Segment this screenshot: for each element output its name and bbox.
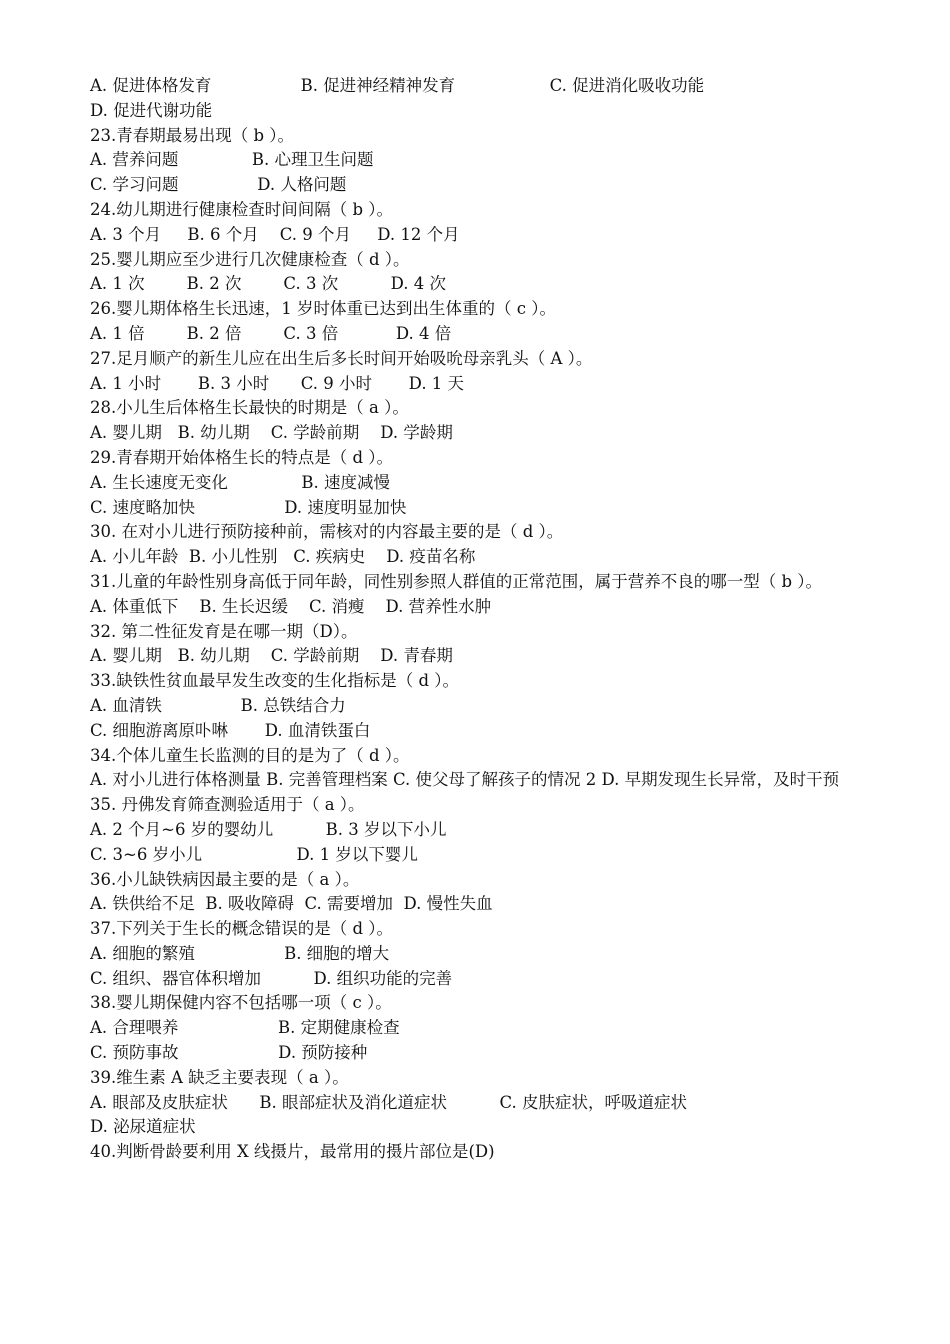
text-line: A. 婴儿期 B. 幼儿期 C. 学龄前期 D. 青春期 [90, 646, 453, 666]
text-line: D. 促进代谢功能 [90, 100, 213, 120]
question-line: 28.小儿生后体格生长最快的时期是（ a ）。 [90, 398, 409, 418]
text-line: A. 婴儿期 B. 幼儿期 C. 学龄前期 D. 学龄期 [90, 423, 453, 443]
question-line: 31.儿童的年龄性别身高低于同年龄，同性别参照人群值的正常范围，属于营养不良的哪一型（ b ）。 [90, 571, 823, 591]
question-line: 35. 丹佛发育筛查测验适用于（ a ）。 [90, 795, 365, 815]
question-line: 26.婴儿期体格生长迅速，1 岁时体重已达到出生体重的（ c ）。 [90, 299, 556, 319]
text-line: A. 营养问题 B. 心理卫生问题 [90, 150, 374, 170]
document-body [90, 74, 860, 1165]
text-line: A. 3 个月 B. 6 个月 C. 9 个月 D. 12 个月 [90, 224, 460, 244]
text-line: A. 1 倍 B. 2 倍 C. 3 倍 D. 4 倍 [90, 323, 452, 343]
text-line: C. 组织、器官体积增加 D. 组织功能的完善 [90, 968, 453, 988]
question-line: 23.青春期最易出现（ b ）。 [90, 125, 295, 145]
question-line: 29.青春期开始体格生长的特点是（ d ）。 [90, 447, 394, 467]
text-line: A. 1 次 B. 2 次 C. 3 次 D. 4 次 [90, 274, 447, 294]
question-line: 38.婴儿期保健内容不包括哪一项（ c ）。 [90, 993, 392, 1013]
text-line: C. 3~6 岁小儿 D. 1 岁以下婴儿 [90, 844, 418, 864]
question-line: 27.足月顺产的新生儿应在出生后多长时间开始吸吮母亲乳头（ A ）。 [90, 348, 593, 368]
text-line: A. 小儿年龄 B. 小儿性别 C. 疾病史 D. 疫苗名称 [90, 547, 476, 567]
question-line: 39.维生素 A 缺乏主要表现（ a ）。 [90, 1067, 349, 1087]
text-line: A. 2 个月~6 岁的婴幼儿 B. 3 岁以下小儿 [90, 819, 447, 839]
text-line: C. 速度略加快 D. 速度明显加快 [90, 497, 407, 517]
question-line: 36.小儿缺铁病因最主要的是（ a ）。 [90, 869, 360, 889]
text-line: C. 细胞游离原卟啉 D. 血清铁蛋白 [90, 720, 371, 740]
text-line: A. 细胞的繁殖 B. 细胞的增大 [90, 943, 390, 963]
question-line: 25.婴儿期应至少进行几次健康检查（ d ）。 [90, 249, 410, 269]
text-line: A. 眼部及皮肤症状 B. 眼部症状及消化道症状 C. 皮肤症状，呼吸道症状 [90, 1092, 687, 1112]
text-line: C. 学习问题 D. 人格问题 [90, 175, 347, 195]
text-line: A. 生长速度无变化 B. 速度减慢 [90, 472, 390, 492]
text-line: D. 泌尿道症状 [90, 1117, 196, 1137]
text-line: A. 合理喂养 B. 定期健康检查 [90, 1018, 400, 1038]
text-line: C. 预防事故 D. 预防接种 [90, 1043, 368, 1063]
text-line: A. 铁供给不足 B. 吸收障碍 C. 需要增加 D. 慢性失血 [90, 894, 493, 914]
question-line: 30. 在对小儿进行预防接种前，需核对的内容最主要的是（ d ）。 [90, 522, 564, 542]
text-line: A. 体重低下 B. 生长迟缓 C. 消瘦 D. 营养性水肿 [90, 596, 492, 616]
question-line: 32. 第二性征发育是在哪一期（D）。 [90, 621, 358, 641]
question-line: 37.下列关于生长的概念错误的是（ d ）。 [90, 919, 394, 939]
question-line: 33.缺铁性贫血最早发生改变的生化指标是（ d ）。 [90, 671, 460, 691]
text-line: A. 促进体格发育 B. 促进神经精神发育 C. 促进消化吸收功能 [90, 76, 705, 95]
text-line: A. 血清铁 B. 总铁结合力 [90, 695, 346, 715]
text-line: A. 1 小时 B. 3 小时 C. 9 小时 D. 1 天 [90, 373, 465, 393]
text-line: A. 对小儿进行体格测量 B. 完善管理档案 C. 使父母了解孩子的情况 2 D. 早期发现生长异常，及时干预 [90, 770, 840, 790]
question-line: 40.判断骨龄要利用 X 线摄片，最常用的摄片部位是(D) [90, 1142, 495, 1162]
question-line: 34.个体儿童生长监测的目的是为了（ d ）。 [90, 745, 410, 765]
question-line: 24.幼儿期进行健康检查时间间隔（ b ）。 [90, 199, 394, 219]
